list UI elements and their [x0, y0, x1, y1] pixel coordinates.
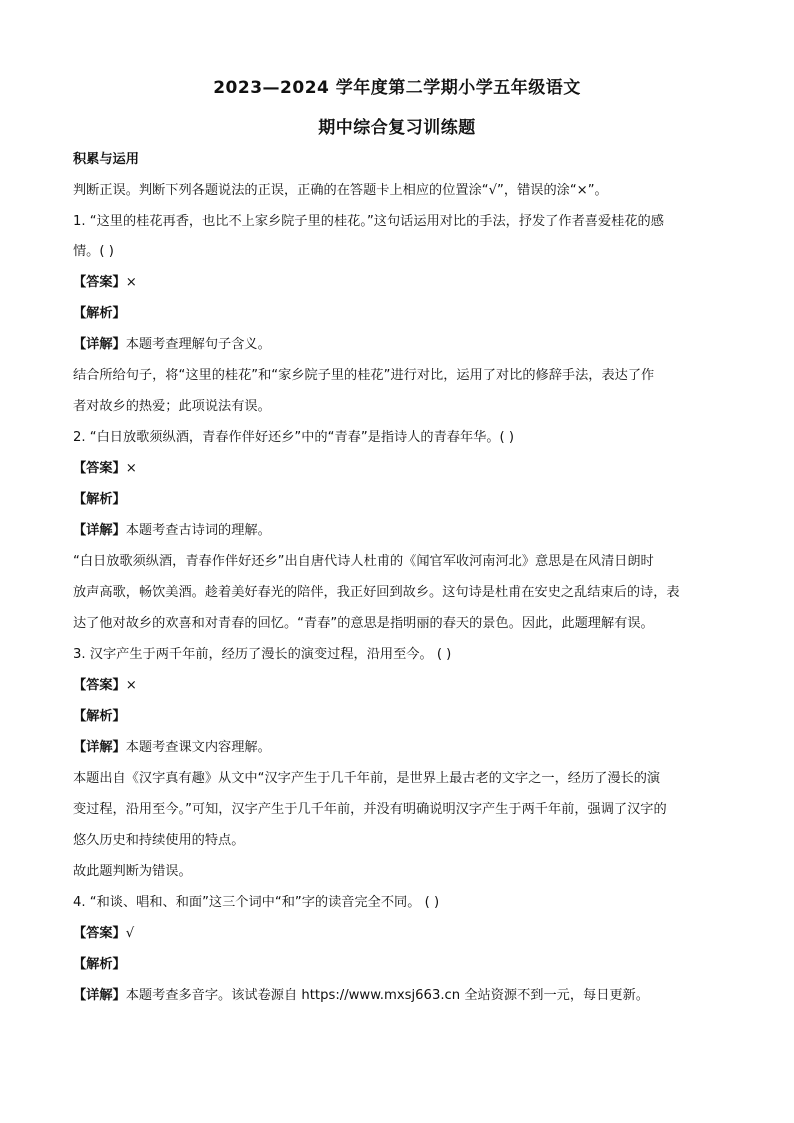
question-3-detail: [73, 739, 733, 757]
answer-label: 【答案】: [73, 275, 126, 290]
detail-text: 本题考查课文内容理解。: [125, 740, 271, 755]
detail-label: 【详解】: [73, 337, 126, 352]
answer-value: ×: [125, 275, 137, 290]
question-3-explanation-4: 故此题判断为错误。: [73, 864, 192, 879]
question-1-answer: [73, 274, 733, 292]
question-2-explanation-2: 放声高歌，畅饮美酒。趁着美好春光的陪伴，我正好回到故乡。这句诗是杜甫在安史之乱结束后的诗，表: [73, 585, 680, 600]
answer-label: 【答案】: [73, 461, 126, 476]
question-1-analysis-label: 【解析】: [73, 306, 126, 321]
question-3-explanation-2: 变过程，沿用至今。”可知，汉字产生于几千年前，并没有明确说明汉字产生于两千年前，强调了汉字的: [73, 802, 667, 817]
detail-text: 本题考查理解句子含义。: [125, 337, 271, 352]
question-3-explanation-1: 本题出自《汉字真有趣》从文中“汉字产生于几千年前，是世界上最古老的文字之一，经历了漫长的演: [73, 771, 661, 786]
answer-value: √: [125, 926, 135, 941]
answer-label: 【答案】: [73, 926, 126, 941]
document-subtitle: 期中综合复习训练题: [318, 118, 476, 138]
detail-text: 本题考查多音字。该试卷源自 https://www.mxsj663.cn 全站资源不到一元，每日更新。: [125, 988, 649, 1003]
question-1-explanation-2: 者对故乡的热爱；此项说法有误。: [73, 399, 271, 414]
question-1-line-1: 1. “这里的桂花再香，也比不上家乡院子里的桂花。”这句话运用对比的手法，抒发了作者喜爱桂花的感: [73, 214, 664, 229]
answer-label: 【答案】: [73, 678, 126, 693]
answer-value: ×: [125, 678, 137, 693]
answer-value: ×: [125, 461, 137, 476]
question-2-line-1: 2. “白日放歌须纵酒，青春作伴好还乡”中的“青春”是指诗人的青春年华。( ): [73, 430, 515, 445]
question-2-answer: [73, 460, 733, 478]
detail-label: 【详解】: [73, 740, 126, 755]
question-1-line-2: 情。( ): [73, 244, 114, 259]
question-4-answer: [73, 925, 733, 943]
question-3-answer: [73, 677, 733, 695]
question-1-explanation-1: 结合所给句子，将“这里的桂花”和“家乡院子里的桂花”进行对比，运用了对比的修辞手法，表达了作: [73, 368, 655, 383]
question-4-line-1: 4. “和谈、唱和、和面”这三个词中“和”字的读音完全不同。 ( ): [73, 895, 440, 910]
question-3-explanation-3: 悠久历史和持续使用的特点。: [73, 833, 245, 848]
question-1-detail: [73, 336, 733, 354]
question-3-line-1: 3. 汉字产生于两千年前，经历了漫长的演变过程，沿用至今。 ( ): [73, 647, 452, 662]
question-2-analysis-label: 【解析】: [73, 492, 126, 507]
section-heading: 积累与运用: [73, 152, 139, 167]
document-title: 2023—2024 学年度第二学期小学五年级语文: [213, 78, 581, 98]
question-2-detail: [73, 522, 733, 540]
detail-label: 【详解】: [73, 988, 126, 1003]
question-4-detail: [73, 987, 733, 1005]
detail-text: 本题考查古诗词的理解。: [125, 523, 271, 538]
instruction-text: 判断正误。判断下列各题说法的正误，正确的在答题卡上相应的位置涂“√”，错误的涂“×”。: [73, 183, 608, 198]
detail-label: 【详解】: [73, 523, 126, 538]
question-4-analysis-label: 【解析】: [73, 957, 126, 972]
question-2-explanation-3: 达了他对故乡的欢喜和对青春的回忆。“青春”的意思是指明丽的春天的景色。因此，此题理解有误。: [73, 616, 654, 631]
question-3-analysis-label: 【解析】: [73, 709, 126, 724]
question-2-explanation-1: “白日放歌须纵酒，青春作伴好还乡”出自唐代诗人杜甫的《闻官军收河南河北》意思是在风清日朗时: [73, 554, 654, 569]
